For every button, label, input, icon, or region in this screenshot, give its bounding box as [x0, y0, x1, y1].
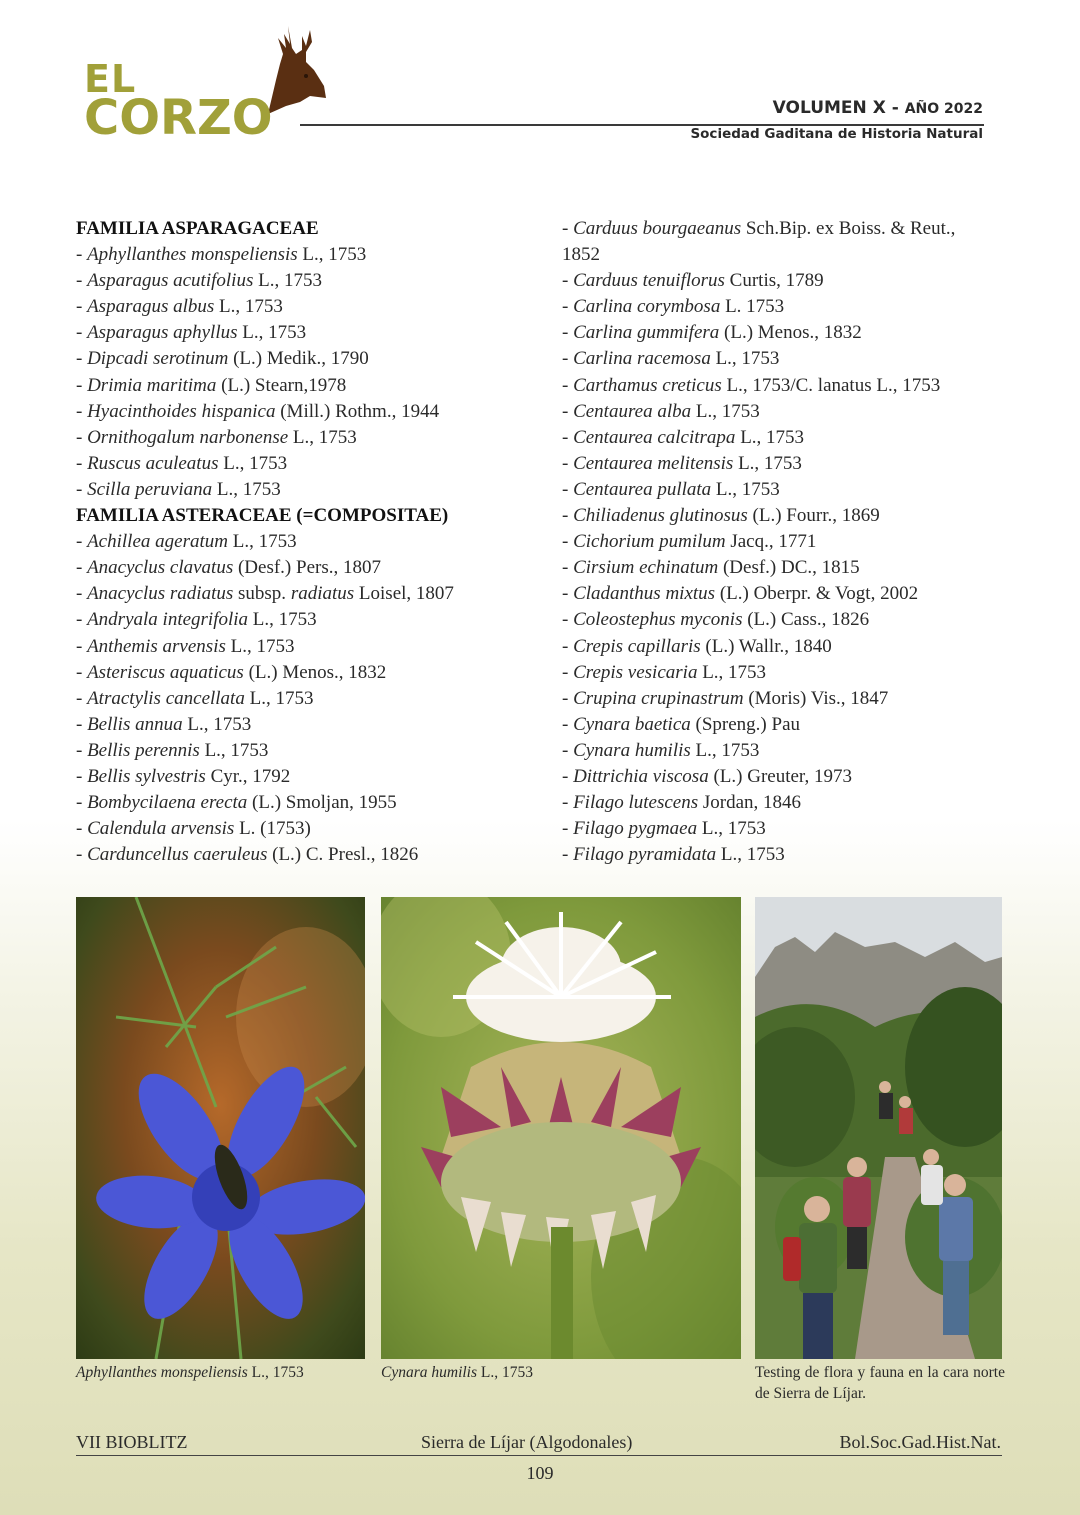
footer-rule [76, 1455, 1002, 1456]
species-item: - Bombycilaena erecta (L.) Smoljan, 1955 [76, 792, 397, 814]
species-item: - Andryala integrifolia L., 1753 [76, 609, 317, 631]
species-item: - Crupina crupinastrum (Moris) Vis., 1847 [562, 687, 889, 709]
footer-left: VII BIOBLITZ [76, 1432, 188, 1452]
society-name: Sociedad Gaditana de Historia Natural [690, 126, 983, 142]
species-item: - Chiliadenus glutinosus (L.) Fourr., 1869 [562, 505, 880, 527]
species-item: - Bellis sylvestris Cyr., 1792 [76, 765, 291, 787]
species-item: - Dipcadi serotinum (L.) Medik., 1790 [76, 348, 369, 370]
volume-number: VOLUMEN X - [772, 98, 899, 118]
photo-thistle-flower [381, 897, 741, 1359]
family-heading: FAMILIA ASPARAGACEAE [76, 218, 319, 239]
species-item: - Drimia maritima (L.) Stearn,1978 [76, 374, 347, 396]
footer-right: Bol.Soc.Gad.Hist.Nat. [839, 1432, 1001, 1452]
species-item: - Centaurea alba L., 1753 [562, 400, 760, 422]
footer-center: Sierra de Líjar (Algodonales) [421, 1432, 633, 1452]
species-item: - Crepis vesicaria L., 1753 [562, 661, 767, 683]
species-item: - Asparagus albus L., 1753 [76, 296, 283, 318]
volume-label [773, 98, 983, 118]
species-item: - Filago lutescens Jordan, 1846 [562, 792, 802, 814]
species-item: - Centaurea pullata L., 1753 [562, 478, 780, 500]
species-item: - Atractylis cancellata L., 1753 [76, 687, 314, 709]
species-item: - Coleostephus myconis (L.) Cass., 1826 [562, 609, 870, 631]
species-item: - Carthamus creticus L., 1753/C. lanatus L., 1753 [562, 374, 941, 396]
species-item: - Calendula arvensis L. (1753) [76, 818, 311, 840]
species-item: - Asparagus acutifolius L., 1753 [76, 270, 322, 292]
species-item: - Bellis annua L., 1753 [76, 713, 252, 735]
species-item: - Cynara baetica (Spreng.) Pau [562, 713, 800, 735]
species-item: - Ruscus aculeatus L., 1753 [76, 452, 288, 474]
species-column-left [76, 216, 546, 868]
page-number: 109 [526, 1463, 554, 1483]
species-item: - Asparagus aphyllus L., 1753 [76, 322, 307, 344]
photo-hikers-sierra [755, 897, 1002, 1359]
species-item: - Ornithogalum narbonense L., 1753 [76, 426, 357, 448]
family-heading: FAMILIA ASTERACEAE (=COMPOSITAE) [76, 505, 449, 527]
species-item: - Carduus tenuiflorus Curtis, 1789 [562, 270, 824, 292]
species-item: - Dittrichia viscosa (L.) Greuter, 1973 [562, 765, 852, 787]
species-item: - Bellis perennis L., 1753 [76, 739, 269, 761]
species-item: - Anacyclus clavatus (Desf.) Pers., 1807 [76, 557, 381, 579]
species-item: - Centaurea calcitrapa L., 1753 [562, 426, 805, 448]
caption-photo-2: Cynara humilis L., 1753 [381, 1364, 533, 1381]
deer-head-icon [266, 24, 328, 124]
species-item: - Scilla peruviana L., 1753 [76, 478, 281, 500]
species-item: - Carduncellus caeruleus (L.) C. Presl., 1826 [76, 844, 419, 866]
species-item: - Carduus bourgaeanus Sch.Bip. ex Boiss. & Reut., 1852 [562, 218, 956, 266]
logo-text-el: EL [84, 57, 137, 101]
species-item: - Carlina racemosa L., 1753 [562, 348, 780, 370]
species-item: - Cichorium pumilum Jacq., 1771 [562, 531, 817, 553]
species-item: - Filago pygmaea L., 1753 [562, 818, 766, 840]
species-item: - Cirsium echinatum (Desf.) DC., 1815 [562, 557, 860, 579]
journal-logo [84, 56, 334, 146]
species-item: - Aphyllanthes monspeliensis L., 1753 [76, 244, 367, 266]
species-item: - Hyacinthoides hispanica (Mill.) Rothm., 1944 [76, 400, 440, 422]
photo-blue-flower [76, 897, 365, 1359]
species-item: - Crepis capillaris (L.) Wallr., 1840 [562, 635, 832, 657]
species-item: - Centaurea melitensis L., 1753 [562, 452, 802, 474]
species-item: - Anthemis arvensis L., 1753 [76, 635, 295, 657]
logo-text-corzo: CORZO [84, 90, 273, 146]
species-item: - Asteriscus aquaticus (L.) Menos., 1832 [76, 661, 387, 683]
species-item: - Cladanthus mixtus (L.) Oberpr. & Vogt, 2002 [562, 583, 919, 605]
species-item: - Carlina corymbosa L. 1753 [562, 296, 785, 318]
volume-year: AÑO 2022 [904, 101, 983, 117]
species-item: - Filago pyramidata L., 1753 [562, 844, 785, 866]
species-item: - Carlina gummifera (L.) Menos., 1832 [562, 322, 862, 344]
species-column-right [562, 216, 992, 868]
species-item: - Achillea ageratum L., 1753 [76, 531, 297, 553]
species-item: - Anacyclus radiatus subsp. radiatus Loisel, 1807 [76, 583, 454, 605]
caption-photo-1: Aphyllanthes monspeliensis L., 1753 [76, 1364, 304, 1381]
species-item: - Cynara humilis L., 1753 [562, 739, 760, 761]
caption-photo-3: Testing de flora y fauna en la cara norte de Sierra de Líjar. [755, 1364, 1005, 1402]
